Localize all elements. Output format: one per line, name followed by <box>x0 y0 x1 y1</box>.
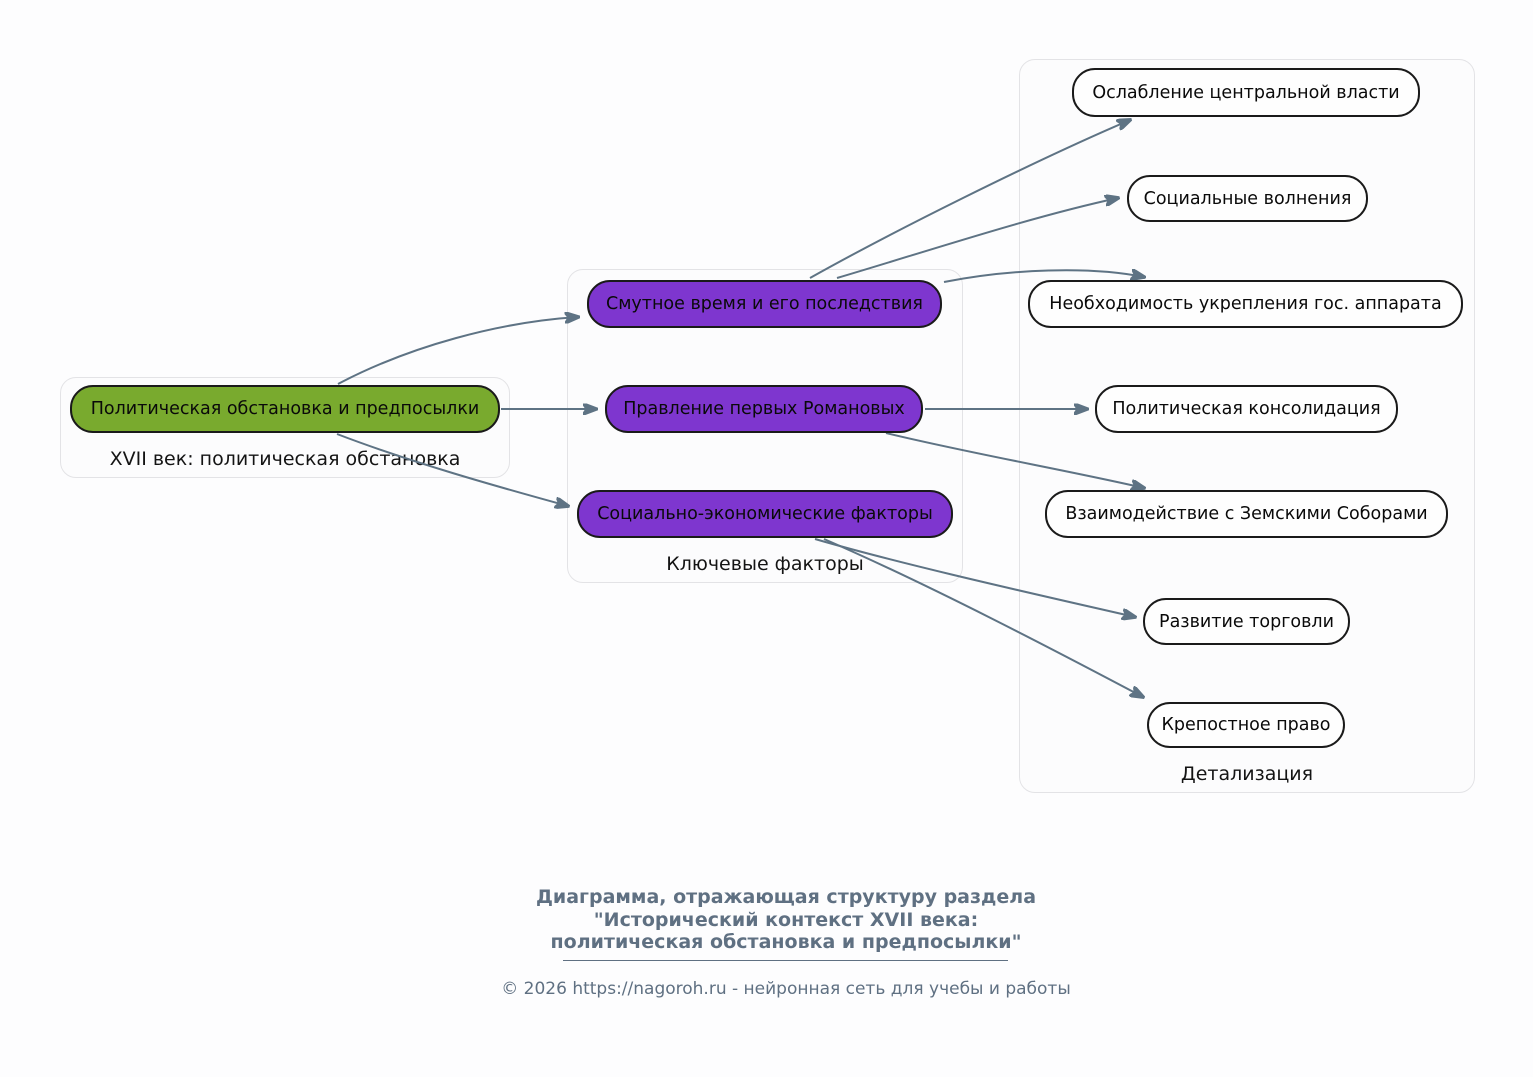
node-state-apparatus: Необходимость укрепления гос. аппарата <box>1028 280 1463 328</box>
node-political-consolidation: Политическая консолидация <box>1095 385 1398 433</box>
node-political-situation: Политическая обстановка и предпосылки <box>70 385 500 433</box>
node-trade-development: Развитие торговли <box>1143 598 1350 645</box>
footer-divider <box>563 960 1008 961</box>
footer-title-line2: "Исторический контекст XVII века: <box>593 908 979 931</box>
group-details-label: Детализация <box>1180 763 1314 785</box>
node-serfdom: Крепостное право <box>1147 702 1345 748</box>
node-zemsky-sobors: Взаимодействие с Земскими Соборами <box>1045 490 1448 538</box>
footer-copyright: © 2026 https://nagoroh.ru - нейронная сеть для учебы и работы <box>501 979 1071 999</box>
arrow-root-to-smuta <box>338 317 578 384</box>
node-time-of-troubles: Смутное время и его последствия <box>587 280 942 328</box>
group-era-label: XVII век: политическая обстановка <box>109 448 461 470</box>
node-first-romanovs: Правление первых Романовых <box>605 385 923 433</box>
node-social-unrest: Социальные волнения <box>1127 175 1368 222</box>
footer-title <box>536 886 1036 954</box>
node-weakening-central-power: Ослабление центральной власти <box>1072 68 1420 117</box>
footer-title-line3: политическая обстановка и предпосылки" <box>550 931 1022 953</box>
footer-title-line1: Диаграмма, отражающая структуру раздела <box>535 886 1037 908</box>
group-key-factors-label: Ключевые факторы <box>666 553 864 575</box>
node-socioeconomic-factors: Социально-экономические факторы <box>577 490 953 538</box>
